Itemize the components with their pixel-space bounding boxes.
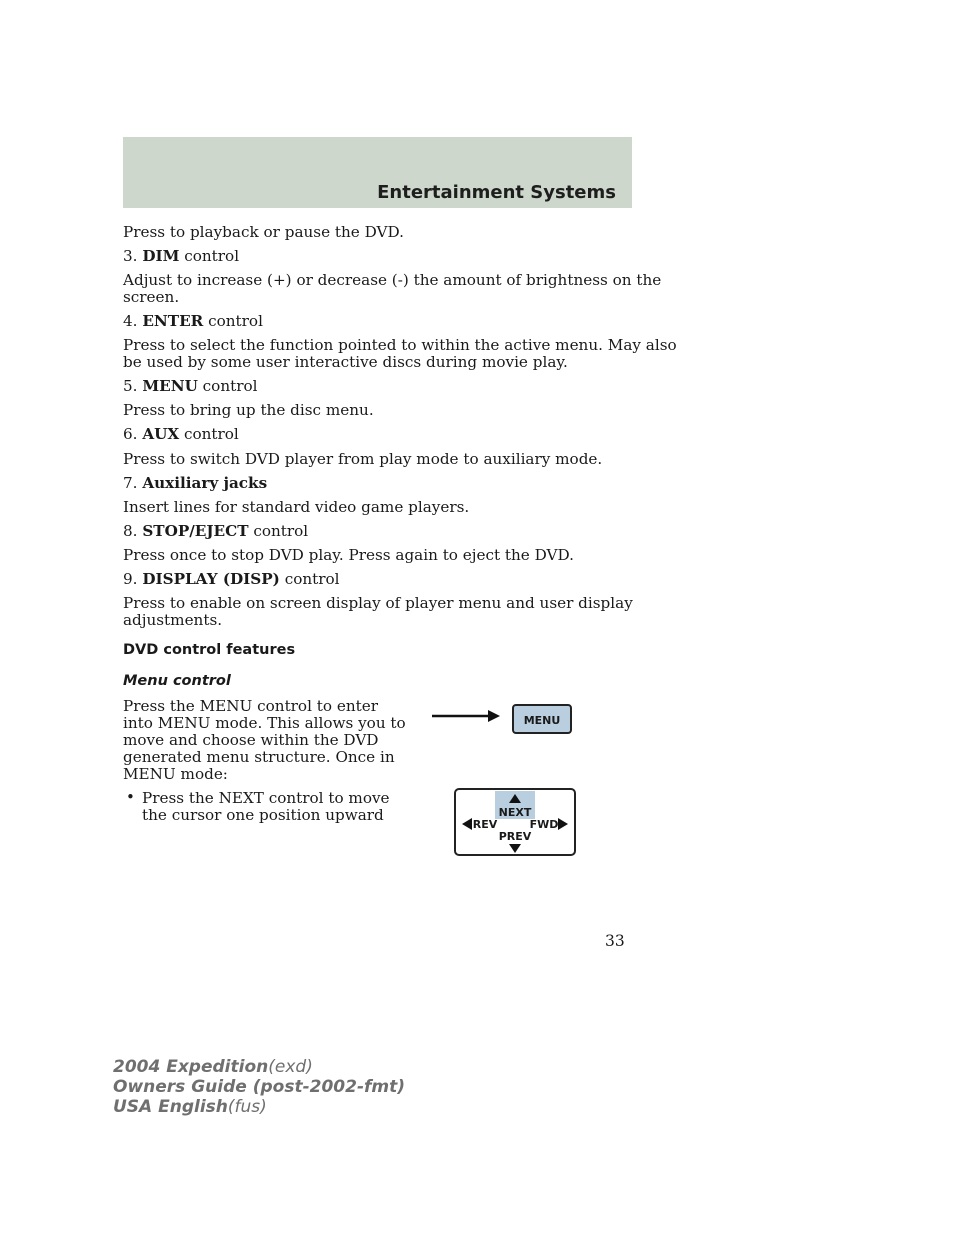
section-title: Entertainment Systems [377, 182, 616, 203]
bullet-symbol: • [126, 788, 135, 806]
item-5-desc-line: Press to bring up the disc menu. [123, 401, 374, 419]
item-7-desc-line: Insert lines for standard video game players. [123, 498, 470, 516]
item-9-desc-line: Press to enable on screen display of player menu and user display [123, 594, 633, 612]
item-8-desc-line: Press once to stop DVD play. Press again to eject the DVD. [123, 546, 574, 564]
menu-para-line: move and choose within the DVD [123, 731, 379, 749]
footer-line-1: 2004 Expedition(exd) [113, 1057, 313, 1077]
item-9-title: 9. DISPLAY (DISP) control [123, 570, 340, 588]
menu-button-label: MENU [523, 714, 561, 727]
item-6-desc-line: Press to switch DVD player from play mode to auxiliary mode. [123, 450, 603, 468]
item-3-title: 3. DIM control [123, 247, 240, 265]
fwd-label: FWD [529, 818, 559, 831]
page-number: 33 [605, 932, 625, 950]
pointer-arrow-head [488, 710, 500, 722]
item-4-desc-line: Press to select the function pointed to within the active menu. May also [123, 336, 677, 354]
intro-text: Press to playback or pause the DVD. [123, 223, 404, 241]
header-band [123, 137, 632, 208]
subheading: Menu control [123, 673, 231, 689]
menu-para-line: into MENU mode. This allows you to [123, 714, 406, 732]
menu-para-line: MENU mode: [123, 765, 228, 783]
item-9-desc-line: adjustments. [123, 611, 223, 629]
footer-line-2: Owners Guide (post-2002-fmt) [113, 1077, 406, 1097]
footer-line-3: USA English(fus) [113, 1097, 267, 1117]
item-4-desc-line: be used by some user interactive discs during movie play. [123, 353, 568, 371]
item-6-title: 6. AUX control [123, 425, 239, 443]
menu-button-figure [430, 700, 575, 740]
section-heading: DVD control features [123, 642, 296, 658]
prev-label: PREV [498, 830, 532, 843]
item-7-title: 7. Auxiliary jacks [123, 474, 268, 492]
item-4-title: 4. ENTER control [123, 312, 263, 330]
item-8-title: 8. STOP/EJECT control [123, 522, 309, 540]
item-3-desc-line: screen. [123, 288, 180, 306]
menu-para-line: generated menu structure. Once in [123, 748, 395, 766]
next-label: NEXT [498, 806, 532, 819]
bullet-line: the cursor one position upward [142, 806, 384, 824]
item-3-desc-line: Adjust to increase (+) or decrease (-) the amount of brightness on the [123, 271, 662, 289]
bullet-line: Press the NEXT control to move [142, 789, 390, 807]
item-5-title: 5. MENU control [123, 377, 258, 395]
rev-label: REV [472, 818, 498, 831]
footer [113, 1057, 405, 1117]
nav-pad-figure [453, 787, 578, 859]
menu-para-line: Press the MENU control to enter [123, 697, 378, 715]
